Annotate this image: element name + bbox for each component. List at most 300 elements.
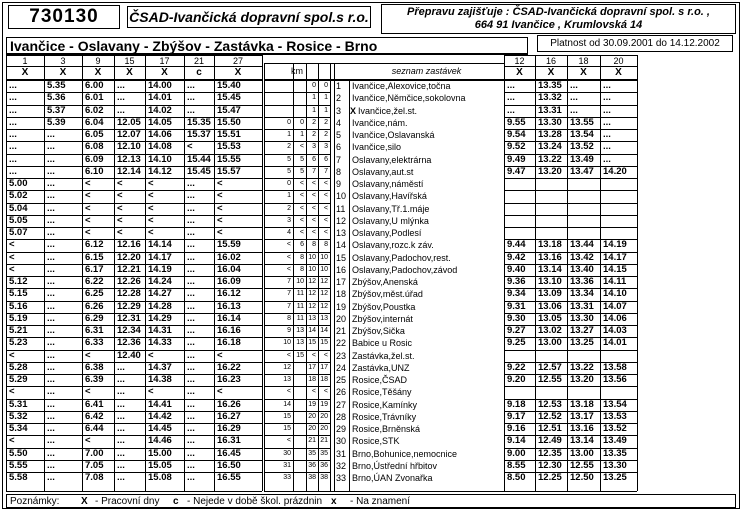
right-row-line — [504, 203, 637, 204]
km-cell: 10 — [320, 265, 328, 273]
left-time-cell: 15.51 — [217, 129, 241, 140]
left-time-cell: 12.14 — [117, 165, 141, 177]
notes-bar — [6, 494, 736, 508]
km-cell: 8 — [300, 265, 304, 273]
km-cell: 5 — [287, 155, 291, 163]
km-cell: 14 — [320, 327, 328, 334]
right-row-line — [504, 227, 637, 228]
km-cell: 2 — [287, 204, 291, 212]
notes-label: Poznámky: — [10, 496, 60, 507]
right-row-line — [504, 178, 637, 179]
right-time-cell: 13.16 — [570, 423, 594, 434]
stop-num-line — [330, 79, 331, 491]
km-header: km — [291, 66, 303, 76]
right-time-cell: 14.20 — [603, 165, 627, 177]
km-cell: < — [311, 388, 316, 396]
stop-sep-line — [349, 79, 350, 491]
stop-number: 8 — [336, 166, 342, 177]
left-time-cell: 16.55 — [217, 472, 241, 483]
left-time-cell: ... — [187, 447, 195, 459]
left-time-cell: ... — [9, 92, 17, 104]
km-cell: 1 — [287, 131, 291, 138]
left-time-cell: ... — [187, 435, 195, 447]
right-time-cell: 13.18 — [538, 239, 562, 251]
right-time-cell: 13.17 — [570, 410, 594, 422]
left-time-cell: < — [85, 214, 91, 226]
km-cell: 1 — [312, 94, 316, 102]
km-cell: 13 — [283, 376, 291, 383]
right-time-cell: 13.06 — [538, 300, 562, 312]
left-time-cell: 15.53 — [217, 141, 241, 153]
stop-name: Zastávka,UNZ — [352, 362, 410, 373]
km-cell: 9 — [287, 327, 291, 334]
left-time-cell: < — [217, 178, 223, 189]
left-time-cell: ... — [47, 129, 55, 140]
left-time-cell: ... — [47, 239, 55, 251]
right-time-cell: 13.31 — [538, 104, 562, 116]
right-time-cell: 13.05 — [538, 312, 562, 324]
km-cell: 2 — [324, 131, 328, 138]
left-time-cell: < — [117, 214, 123, 226]
left-time-cell: ... — [47, 300, 55, 312]
left-time-cell: < — [217, 202, 223, 214]
km-cell: 15 — [320, 339, 328, 347]
km-cell: < — [299, 216, 304, 224]
km-cell: 13 — [296, 327, 304, 334]
left-time-cell: 14.17 — [148, 251, 172, 263]
stop-number: 7 — [336, 154, 342, 165]
km-cell: 20 — [308, 425, 316, 432]
left-time-cell: 7.00 — [85, 447, 104, 459]
left-time-cell: 12.26 — [117, 276, 141, 287]
right-time-cell: 13.20 — [570, 374, 594, 385]
left-time-cell: 6.42 — [85, 410, 104, 422]
left-time-cell: 12.07 — [117, 129, 141, 140]
right-time-cell: ... — [603, 153, 611, 165]
right-time-cell: ... — [603, 104, 611, 116]
left-time-cell: ... — [187, 423, 195, 434]
km-cell: 8 — [312, 241, 316, 249]
left-time-cell: < — [9, 239, 15, 251]
note-x-text: - Pracovní dny — [95, 496, 160, 507]
right-time-cell: ... — [570, 92, 578, 104]
km-cell: 18 — [320, 376, 328, 383]
right-time-cell: 13.35 — [538, 80, 562, 91]
left-time-cell: 6.15 — [85, 251, 104, 263]
left-time-cell: 16.02 — [217, 251, 241, 263]
km-cell: 5 — [287, 167, 291, 175]
left-time-cell: < — [217, 386, 223, 398]
left-time-cell: 14.27 — [148, 288, 172, 300]
note-c-text: - Nejede v době škol. prázdnin — [187, 496, 323, 507]
km-cell: 8 — [300, 253, 304, 261]
right-time-cell: 13.44 — [570, 239, 594, 251]
km-cell: < — [311, 204, 316, 212]
stop-number: 10 — [336, 191, 347, 202]
right-col-line — [535, 55, 536, 491]
left-time-cell: 14.37 — [148, 361, 172, 373]
left-time-cell: ... — [117, 435, 125, 447]
left-time-cell: ... — [117, 92, 125, 104]
left-time-cell: 15.05 — [148, 459, 172, 471]
right-trip-number: 12 — [514, 56, 525, 66]
left-time-cell: 5.58 — [9, 472, 28, 483]
stop-number: 33 — [336, 473, 347, 483]
stops-table-top — [334, 63, 504, 64]
left-time-cell: 6.12 — [85, 239, 104, 251]
left-time-cell: ... — [47, 435, 55, 447]
left-time-cell: ... — [187, 190, 195, 202]
stop-name: Oslavany,elektrárna — [352, 154, 432, 165]
left-time-cell: < — [117, 227, 123, 238]
stop-number: 29 — [336, 424, 347, 434]
right-time-cell: 13.00 — [570, 447, 594, 459]
left-col-line — [6, 55, 7, 491]
left-trip-number: 17 — [159, 56, 170, 66]
left-time-cell: ... — [47, 214, 55, 226]
left-time-cell: 14.05 — [148, 116, 172, 128]
stop-number: 22 — [336, 338, 347, 349]
right-time-cell: 13.27 — [570, 325, 594, 336]
left-time-cell: 15.45 — [187, 165, 211, 177]
stop-number: 30 — [336, 436, 347, 447]
km-cell: 20 — [308, 412, 316, 420]
left-time-cell: 5.23 — [9, 337, 28, 349]
right-time-cell: 9.42 — [507, 251, 526, 263]
stop-number: 23 — [336, 350, 347, 361]
km-cell: 38 — [308, 474, 316, 481]
right-time-cell: 13.36 — [570, 276, 594, 287]
left-time-cell: ... — [47, 141, 55, 153]
left-time-cell: 12.29 — [117, 300, 141, 312]
left-col-line — [114, 55, 115, 491]
left-time-cell: < — [148, 349, 154, 361]
km-cell: < — [286, 437, 291, 445]
km-cell: 3 — [324, 143, 328, 151]
left-time-cell: 16.13 — [217, 300, 241, 312]
left-time-cell: ... — [187, 263, 195, 275]
note-c-symbol: c — [173, 496, 179, 507]
left-time-cell: 15.45 — [217, 92, 241, 104]
right-time-cell: 9.40 — [507, 263, 526, 275]
left-time-cell: 6.38 — [85, 361, 104, 373]
stop-number: 31 — [336, 448, 347, 459]
right-time-cell: ... — [507, 80, 515, 91]
stop-number: 18 — [336, 289, 347, 300]
right-trip-code: X — [547, 67, 555, 78]
left-time-cell: < — [217, 214, 223, 226]
left-trip-number: 3 — [60, 56, 66, 66]
right-time-cell: 12.35 — [538, 447, 562, 459]
left-trip-code: X — [59, 67, 67, 78]
km-cell: < — [311, 180, 316, 187]
km-cell: 12 — [308, 290, 316, 298]
stop-number: 14 — [336, 240, 347, 251]
right-time-cell: 13.16 — [538, 251, 562, 263]
left-time-cell: ... — [9, 80, 17, 91]
left-time-cell: 6.22 — [85, 276, 104, 287]
right-trip-number: 18 — [578, 56, 589, 66]
right-time-cell: 12.49 — [538, 435, 562, 447]
km-cell: 11 — [296, 290, 304, 298]
left-time-cell: ... — [47, 447, 55, 459]
left-trip-number: 1 — [22, 56, 28, 66]
km-cell: 7 — [324, 167, 328, 175]
km-cell: 12 — [283, 363, 291, 371]
right-time-cell: 9.34 — [507, 288, 526, 300]
stop-name: Ivančice,Alexovice,točna — [352, 81, 451, 91]
left-time-cell: 6.26 — [85, 300, 104, 312]
stops-table-bottom — [334, 491, 504, 492]
left-time-cell: 15.35 — [187, 116, 211, 128]
right-time-cell: 13.00 — [538, 337, 562, 349]
left-col-line — [44, 55, 45, 491]
stop-mark: X — [350, 105, 357, 116]
left-time-cell: < — [85, 386, 91, 398]
left-time-cell: 12.40 — [117, 349, 141, 361]
left-time-cell: 6.29 — [85, 312, 104, 324]
km-cell: 19 — [308, 400, 316, 408]
right-trip-number: 20 — [613, 56, 624, 66]
left-time-cell: 5.15 — [9, 288, 28, 300]
left-time-cell: 16.27 — [217, 410, 241, 422]
km-cell: 15 — [308, 339, 316, 347]
km-cell: 0 — [300, 118, 304, 126]
left-time-cell: 6.31 — [85, 325, 104, 336]
left-time-cell: ... — [47, 202, 55, 214]
left-time-cell: 14.46 — [148, 435, 172, 447]
left-time-cell: < — [9, 251, 15, 263]
km-cell: 38 — [320, 474, 328, 481]
left-time-cell: 5.02 — [9, 190, 28, 202]
km-cell: 19 — [320, 400, 328, 408]
validity-period: Platnost od 30.09.2001 do 14.12.2002 — [537, 35, 733, 52]
left-time-cell: 12.36 — [117, 337, 141, 349]
right-time-cell: 13.47 — [570, 165, 594, 177]
stop-name: Zbýšov,internát — [352, 313, 413, 324]
km-cell: 10 — [283, 339, 291, 347]
left-time-cell: ... — [117, 386, 125, 398]
left-table-bottom — [6, 491, 262, 492]
left-time-cell: 12.34 — [117, 325, 141, 336]
right-time-cell: ... — [570, 80, 578, 91]
stop-name: Brno,ÚAN Zvonařka — [352, 473, 433, 483]
left-time-cell: < — [187, 141, 193, 153]
right-time-cell: 13.02 — [538, 325, 562, 336]
right-time-cell: 13.53 — [603, 410, 627, 422]
km-cell: < — [286, 265, 291, 273]
stop-number: 9 — [336, 179, 342, 189]
left-time-cell: < — [9, 435, 15, 447]
left-time-cell: < — [85, 202, 91, 214]
left-time-cell: 14.38 — [148, 374, 172, 385]
right-time-cell: 13.34 — [570, 288, 594, 300]
right-trip-code: X — [615, 67, 622, 78]
km-cell: 35 — [320, 449, 328, 457]
km-cell: 11 — [296, 314, 304, 322]
note-xm-text: - Na znamení — [350, 496, 411, 507]
left-time-cell: 7.05 — [85, 459, 104, 471]
km-cell: 1 — [324, 106, 328, 114]
left-time-cell: ... — [117, 374, 125, 385]
right-time-cell: 13.54 — [603, 398, 627, 410]
km-cell: 10 — [320, 253, 328, 261]
stop-name: Zbýšov,Sička — [352, 326, 405, 336]
left-time-cell: 5.39 — [47, 116, 66, 128]
km-cell: 36 — [320, 461, 328, 469]
right-time-cell: 13.40 — [570, 263, 594, 275]
left-time-cell: ... — [187, 251, 195, 263]
left-time-cell: 16.16 — [217, 325, 241, 336]
left-time-cell: ... — [117, 423, 125, 434]
left-time-cell: 5.32 — [9, 410, 28, 422]
km-cell: 15 — [283, 425, 291, 432]
km-cell: 7 — [287, 290, 291, 298]
left-time-cell: ... — [117, 447, 125, 459]
left-time-cell: < — [9, 349, 15, 361]
stop-name: Brno,Ústřední hřbitov — [352, 460, 438, 471]
stop-name: Oslavany,Tř.1.máje — [352, 203, 430, 214]
left-time-cell: 15.55 — [217, 153, 241, 165]
left-time-cell: 6.08 — [85, 141, 104, 153]
left-time-cell: < — [85, 349, 91, 361]
left-time-cell: ... — [187, 300, 195, 312]
left-time-cell: < — [148, 214, 154, 226]
left-time-cell: 16.29 — [217, 423, 241, 434]
km-cell: 10 — [308, 253, 316, 261]
stop-number: 24 — [336, 362, 347, 373]
left-time-cell: < — [117, 202, 123, 214]
right-time-cell: 13.30 — [603, 459, 627, 471]
stops-header: seznam zastávek — [391, 66, 462, 76]
stop-name: Oslavany,Podlesí — [352, 228, 422, 238]
right-time-cell: 9.36 — [507, 276, 526, 287]
left-time-cell: ... — [47, 386, 55, 398]
stop-number: 6 — [336, 142, 342, 153]
left-time-cell: < — [148, 190, 154, 202]
left-time-cell: 5.55 — [9, 459, 28, 471]
right-time-cell: ... — [603, 80, 611, 91]
km-cell: < — [299, 192, 304, 200]
right-trip-code: X — [580, 67, 587, 78]
right-time-cell: 14.11 — [603, 276, 627, 287]
km-cell: 2 — [324, 118, 328, 126]
left-time-cell: 15.44 — [187, 153, 211, 165]
stop-number: 11 — [336, 203, 346, 214]
stop-number: 4 — [336, 117, 342, 128]
left-time-cell: ... — [187, 227, 195, 238]
right-time-cell: 9.44 — [507, 239, 526, 251]
left-time-cell: ... — [47, 178, 55, 189]
km-cell: 7 — [287, 302, 291, 310]
left-time-cell: 6.25 — [85, 288, 104, 300]
stop-name: Rosice,Brněnská — [352, 424, 421, 434]
km-cell: 8 — [324, 241, 328, 249]
km-cell: < — [311, 216, 316, 224]
right-time-cell: 12.50 — [570, 472, 594, 483]
left-time-cell: ... — [47, 288, 55, 300]
km-cell: < — [299, 143, 304, 151]
stop-name: Oslavany,náměstí — [352, 179, 424, 189]
left-time-cell: 14.42 — [148, 410, 172, 422]
right-time-cell: ... — [603, 116, 611, 128]
left-time-cell: ... — [187, 374, 195, 385]
km-cell: 8 — [287, 314, 291, 322]
right-time-cell: ... — [507, 104, 515, 116]
left-time-cell: 6.39 — [85, 374, 104, 385]
km-cell: < — [323, 180, 328, 187]
left-time-cell: 16.14 — [217, 312, 241, 324]
right-time-cell: 13.52 — [603, 423, 627, 434]
km-cell: 13 — [308, 314, 316, 322]
left-time-cell: 14.24 — [148, 276, 172, 287]
left-time-cell: 5.29 — [9, 374, 28, 385]
km-table-top — [264, 63, 334, 64]
right-row-line — [504, 386, 637, 387]
km-cell: < — [299, 204, 304, 212]
stop-number: 5 — [336, 130, 342, 140]
left-time-cell: 14.14 — [148, 239, 172, 251]
stop-name: Oslavany,Havířská — [352, 191, 427, 202]
right-time-cell: ... — [603, 92, 611, 104]
stop-name: Oslavany,U mlýnka — [352, 215, 429, 226]
right-time-cell: 14.06 — [603, 312, 627, 324]
km-cell: 12 — [308, 278, 316, 285]
left-time-cell: ... — [187, 337, 195, 349]
left-time-cell: 14.29 — [148, 312, 172, 324]
km-cell: 31 — [283, 461, 291, 469]
right-time-cell: 9.47 — [507, 165, 526, 177]
right-col-line — [600, 55, 601, 491]
km-cell: < — [323, 204, 328, 212]
left-trip-code: X — [234, 67, 242, 78]
stop-number: 1 — [336, 81, 342, 91]
left-time-cell: < — [217, 227, 223, 238]
left-time-cell: ... — [47, 410, 55, 422]
km-cell: 21 — [308, 437, 316, 445]
left-time-cell: 5.19 — [9, 312, 28, 324]
left-trip-number: 27 — [232, 56, 243, 66]
right-time-cell: 12.30 — [538, 459, 562, 471]
left-time-cell: 5.07 — [9, 227, 28, 238]
stop-name: Rosice,Kamínky — [352, 399, 418, 410]
left-time-cell: ... — [117, 398, 125, 410]
left-time-cell: ... — [117, 459, 125, 471]
km-cell: 1 — [324, 94, 328, 102]
left-time-cell: 5.12 — [9, 276, 28, 287]
left-time-cell: 5.04 — [9, 202, 28, 214]
left-time-cell: ... — [47, 459, 55, 471]
km-cell: 1 — [287, 192, 291, 200]
stop-number: 3 — [336, 105, 342, 116]
stop-name: Brno,Bohunice,nemocnice — [352, 448, 458, 459]
right-time-cell: 9.27 — [507, 325, 526, 336]
right-time-cell: 14.07 — [603, 300, 627, 312]
stop-number: 20 — [336, 313, 347, 324]
right-time-cell: 13.30 — [570, 312, 594, 324]
left-time-cell: 12.13 — [117, 153, 141, 165]
right-row-line — [504, 350, 637, 351]
right-time-cell: ... — [570, 104, 578, 116]
right-time-cell: 8.50 — [507, 472, 526, 483]
left-time-cell: 5.50 — [9, 447, 28, 459]
left-time-cell: ... — [187, 239, 195, 251]
km-cell: 33 — [283, 474, 291, 481]
right-time-cell: 13.10 — [538, 276, 562, 287]
left-time-cell: 16.18 — [217, 337, 241, 349]
left-time-cell: 15.57 — [217, 165, 241, 177]
km-cell: 11 — [296, 302, 304, 310]
